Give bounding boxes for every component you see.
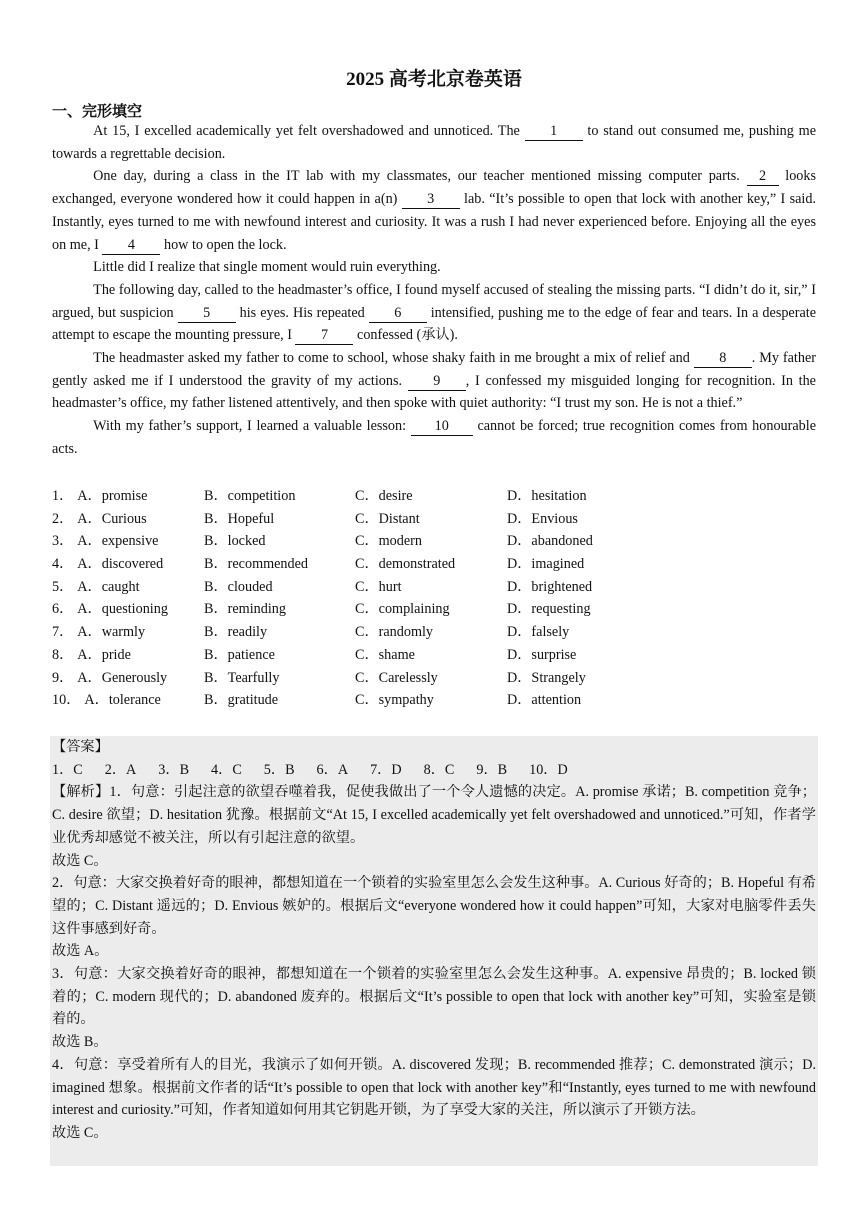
answer-key: 2．A bbox=[104, 761, 137, 778]
option-row bbox=[52, 485, 816, 508]
answer-section bbox=[50, 736, 818, 1166]
answer-key: 9．B bbox=[476, 761, 508, 778]
option-text: A．tolerance bbox=[84, 692, 161, 709]
option-b: B．gratitude bbox=[204, 692, 279, 709]
section-heading: 一、完形填空 bbox=[52, 104, 143, 120]
option-b: B．recommended bbox=[204, 556, 309, 573]
option-row bbox=[52, 621, 816, 644]
blank-2: 2 bbox=[747, 167, 779, 186]
option-row bbox=[52, 553, 816, 576]
option-row bbox=[52, 598, 816, 621]
option-c: C．randomly bbox=[355, 624, 434, 641]
answer-key: 10．D bbox=[529, 761, 568, 778]
option-text: A．warmly bbox=[77, 624, 146, 641]
option-b: B．readily bbox=[204, 624, 268, 641]
option-b: B．competition bbox=[204, 488, 296, 504]
analysis-paragraph: 故选 B。 bbox=[52, 1034, 108, 1051]
option-a bbox=[52, 576, 140, 599]
question-number: 10． bbox=[52, 692, 81, 709]
option-c: C．sympathy bbox=[355, 692, 434, 709]
question-number: 2． bbox=[52, 510, 74, 527]
option-c: C．desire bbox=[355, 488, 413, 504]
answer-heading: 【答案】 bbox=[52, 739, 109, 755]
option-c: C．modern bbox=[355, 533, 422, 550]
option-row bbox=[52, 576, 816, 599]
blank-10: 10 bbox=[411, 417, 473, 436]
blank-3: 3 bbox=[402, 190, 460, 209]
blank-1: 1 bbox=[525, 122, 583, 141]
answer-key: 5．B bbox=[263, 761, 295, 778]
option-a bbox=[52, 508, 147, 531]
option-row bbox=[52, 644, 816, 667]
option-c: C．hurt bbox=[355, 578, 402, 595]
question-number: 9． bbox=[52, 669, 74, 686]
analysis-paragraph: 2．句意：大家交换着好奇的眼神，都想知道在一个锁着的实验室里怎么会发生这种事。A. Curious 好奇的；B. Hopeful 有希望的；C. Distant 遥远的；D. Envious 嫉妒的。根据后文“everyone wondered how it could happen”可知，大家对电脑零件丢失这件事感到好奇。 bbox=[52, 875, 816, 937]
analysis-paragraph: 【解析】1．句意：引起注意的欲望吞噬着我，促使我做出了一个令人遗憾的决定。A. promise 承诺；B. competition 竞争；C. desire 欲望；D. hesitation 犹豫。根据前文“At 15, I excelled academically yet felt overshadowed and unnoticed.”可知，作者学业优秀却感觉不被关注，所以有引起注意的欲望。 bbox=[52, 784, 816, 846]
option-a bbox=[52, 667, 167, 690]
answer-key: 1．C bbox=[52, 761, 83, 778]
paragraph: At 15, I excelled academically yet felt overshadowed and unnoticed. The 1 to stand out consumed me, pushing me towards a regrettable decision. bbox=[52, 123, 816, 162]
option-d: D．Strangely bbox=[507, 669, 586, 686]
question-number: 4． bbox=[52, 556, 74, 573]
option-b: B．Hopeful bbox=[204, 510, 275, 527]
answer-key: 4．C bbox=[211, 761, 242, 778]
answer-key: 6．A bbox=[316, 761, 349, 778]
option-b: B．clouded bbox=[204, 578, 273, 595]
blank-5: 5 bbox=[178, 304, 236, 323]
option-text: A．caught bbox=[77, 578, 140, 595]
option-d: D．brightened bbox=[507, 578, 593, 595]
option-a bbox=[52, 598, 168, 621]
option-b: B．patience bbox=[204, 646, 275, 663]
option-a bbox=[52, 621, 145, 644]
option-d: D．falsely bbox=[507, 624, 570, 641]
option-d: D．Envious bbox=[507, 510, 578, 527]
question-number: 1． bbox=[52, 488, 74, 504]
option-a bbox=[52, 644, 131, 667]
option-d: D．attention bbox=[507, 692, 582, 709]
option-c: C．complaining bbox=[355, 601, 450, 618]
option-row bbox=[52, 530, 816, 553]
answer-key: 3．B bbox=[158, 761, 190, 778]
blank-6: 6 bbox=[369, 304, 427, 323]
analysis-paragraph: 3．句意：大家交换着好奇的眼神，都想知道在一个锁着的实验室里怎么会发生这种事。A. expensive 昂贵的；B. locked 锁着的；C. modern 现代的；D. abandoned 废弃的。根据后文“It’s possible to open that lock with another key”可知，实验室是锁着的。 bbox=[52, 966, 816, 1028]
paragraph: One day, during a class in the IT lab with my classmates, our teacher mentioned missing computer parts. 2 looks exchanged, everyone wondered how it could happen in a(n) 3 lab. “It’s possible to open that lock with another key,” I said. Instantly, eyes turned to me with newfound interest and curiosity. It was a rush I had never experienced before. Enjoying all the eyes on me, I 4 how to open the lock. bbox=[52, 168, 816, 253]
option-row bbox=[52, 508, 816, 531]
question-number: 5． bbox=[52, 578, 74, 595]
answer-key: 7．D bbox=[370, 761, 402, 778]
blank-8: 8 bbox=[694, 349, 752, 368]
answer-key: 8．C bbox=[423, 761, 455, 778]
option-d: D．abandoned bbox=[507, 533, 593, 550]
analysis-paragraph: 4．句意：享受着所有人的目光，我演示了如何开锁。A. discovered 发现；B. recommended 推荐；C. demonstrated 演示；D. imagined 想象。根据前文作者的话“It’s possible to open that lock with another key”和“Instantly, eyes turned to me with newfound interest and curiosity.”可知，作者知道如何用其它钥匙开锁，为了享受大家的关注，所以演示了开锁方法。 bbox=[52, 1056, 816, 1119]
analysis-paragraph: 故选 C。 bbox=[52, 1124, 108, 1141]
option-c: C．demonstrated bbox=[355, 556, 456, 573]
question-number: 8． bbox=[52, 646, 74, 663]
blank-9: 9 bbox=[408, 372, 466, 391]
blank-7: 7 bbox=[295, 326, 353, 345]
answer-keys bbox=[52, 759, 816, 782]
option-text: A．discovered bbox=[77, 556, 164, 573]
option-a bbox=[52, 553, 163, 576]
page-title: 2025 高考北京卷英语 bbox=[346, 69, 522, 90]
option-text: A．expensive bbox=[77, 533, 159, 550]
option-text: A．Generously bbox=[77, 669, 168, 686]
analysis-paragraph: 故选 C。 bbox=[52, 852, 108, 869]
options-list bbox=[52, 485, 816, 712]
question-number: 7． bbox=[52, 624, 74, 641]
option-text: A．questioning bbox=[77, 601, 168, 618]
option-text: A．Curious bbox=[77, 510, 147, 527]
question-number: 3． bbox=[52, 533, 74, 550]
option-c: C．Carelessly bbox=[355, 669, 438, 686]
option-b: B．locked bbox=[204, 533, 266, 550]
option-row bbox=[52, 667, 816, 690]
paragraph: Little did I realize that single moment would ruin everything. bbox=[93, 259, 441, 276]
option-b: B．reminding bbox=[204, 601, 286, 618]
question-number: 6． bbox=[52, 601, 74, 618]
option-text: A．promise bbox=[77, 488, 148, 504]
option-a bbox=[52, 689, 161, 712]
analysis bbox=[52, 781, 816, 1144]
option-d: D．hesitation bbox=[507, 488, 587, 504]
paragraph: The headmaster asked my father to come to school, whose shaky faith in me brought a mix of relief and 8 . My father gently asked me if I understood the gravity of my actions. 9 , I confessed my misguided longing for recognition. In the headmaster’s office, my father listened attentively, and then spoke with quiet authority: “I trust my son. He is not a thief.” bbox=[52, 350, 816, 412]
option-d: D．requesting bbox=[507, 601, 591, 618]
option-text: A．pride bbox=[77, 646, 131, 663]
cloze-passage bbox=[52, 120, 816, 461]
option-a bbox=[52, 485, 147, 508]
option-row bbox=[52, 689, 816, 712]
option-a bbox=[52, 530, 158, 553]
paragraph: The following day, called to the headmaster’s office, I found myself accused of stealing the missing parts. “I didn’t do it, sir,” I argued, but suspicion 5 his eyes. His repeated 6 intensified, pushing me to the edge of fear and tears. In a desperate attempt to escape the mounting pressure, I 7 confessed (承认). bbox=[52, 281, 816, 344]
paragraph: With my father’s support, I learned a valuable lesson: 10 cannot be forced; true recognition comes from honourable acts. bbox=[52, 418, 816, 457]
option-c: C．shame bbox=[355, 646, 415, 663]
option-c: C．Distant bbox=[355, 510, 420, 527]
option-d: D．surprise bbox=[507, 646, 577, 663]
blank-4: 4 bbox=[102, 236, 160, 255]
option-d: D．imagined bbox=[507, 556, 585, 573]
option-b: B．Tearfully bbox=[204, 669, 280, 686]
analysis-paragraph: 故选 A。 bbox=[52, 943, 109, 960]
